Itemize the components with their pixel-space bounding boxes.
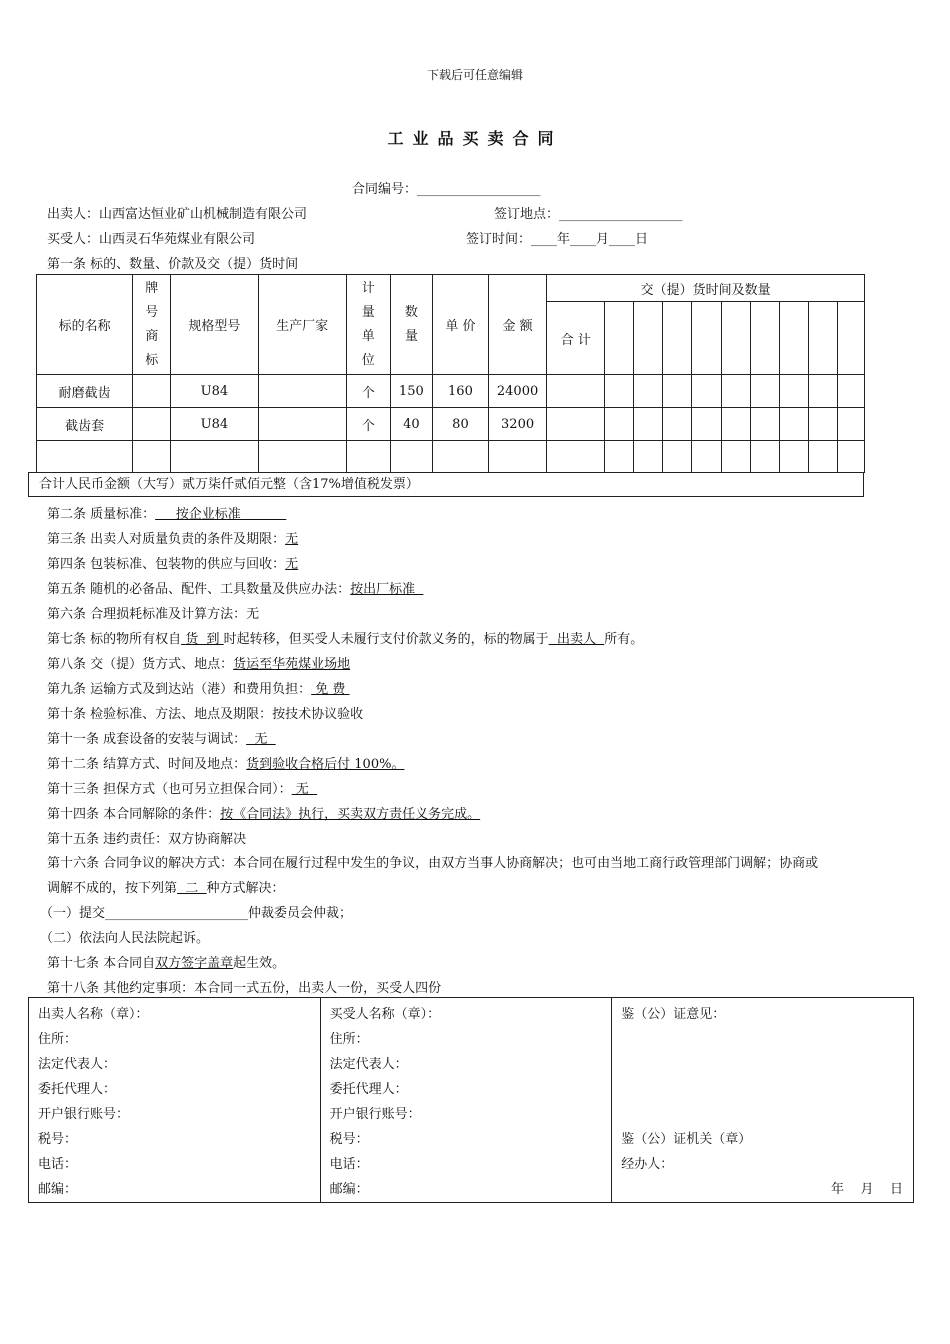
option-arbitration: （一）提交______________________仲裁委员会仲裁； xyxy=(40,906,353,921)
option-court: （二）依法向人民法院起诉。 xyxy=(40,931,210,946)
article-8: 第八条 交（提）货方式、地点：货运至华苑煤业场地 xyxy=(47,657,351,672)
notary-cell xyxy=(612,998,914,1203)
buyer-legal-rep-field: 法定代表人： xyxy=(329,1057,408,1072)
seller-postcode-field: 邮编： xyxy=(38,1182,78,1197)
buyer-sign-cell xyxy=(320,998,612,1203)
buyer-name-field: 买受人名称（章）： xyxy=(329,1007,441,1022)
buyer-address-field: 住所： xyxy=(329,1032,369,1047)
header-name: 标的名称 xyxy=(37,275,133,375)
signature-table xyxy=(28,997,914,1203)
article-3: 第三条 出卖人对质量负责的条件及期限：无 xyxy=(47,532,299,547)
header-spec: 规格型号 xyxy=(171,275,258,375)
buyer-agent-field: 委托代理人： xyxy=(329,1082,408,1097)
table-row: 耐磨截齿 U84 个 150 160 24000 xyxy=(37,375,865,408)
article-1: 第一条 标的、数量、价款及交（提）货时间 xyxy=(47,257,299,272)
article-12: 第十二条 结算方式、时间及地点：货到验收合格后付 100%。 xyxy=(47,757,405,772)
notary-handler: 经办人： xyxy=(621,1157,674,1172)
article-17: 第十七条 本合同自双方签字盖章起生效。 xyxy=(47,956,286,971)
seller-line: 出卖人：山西富达恒业矿山机械制造有限公司 xyxy=(47,207,308,222)
header-delivery: 交（提）货时间及数量 xyxy=(547,275,865,302)
article-14: 第十四条 本合同解除的条件：按《合同法》执行，买卖双方责任义务完成。 xyxy=(47,807,481,822)
notary-opinion: 鉴（公）证意见： xyxy=(621,1007,726,1022)
article-11: 第十一条 成套设备的安装与调试： 无 xyxy=(47,732,276,747)
table-row xyxy=(37,441,865,473)
article-2: 第二条 质量标准： 按企业标准 xyxy=(47,507,287,522)
header-unit: 计 量 单 位 xyxy=(346,275,390,375)
article-6: 第六条 合理损耗标准及计算方法：无 xyxy=(47,607,260,622)
seller-name-field: 出卖人名称（章）： xyxy=(38,1007,149,1022)
article-4: 第四条 包装标准、包装物的供应与回收：无 xyxy=(47,557,299,572)
contract-number: 合同编号：___________________ xyxy=(352,182,541,197)
table-row: 截齿套 U84 个 40 80 3200 xyxy=(37,408,865,441)
document-title: 工业品买卖合同 xyxy=(387,129,563,148)
header-subtotal: 合 计 xyxy=(547,302,605,375)
article-7: 第七条 标的物所有权自 货 到 时起转移，但买受人未履行支付价款义务的，标的物属于 出卖人 所有。 xyxy=(47,632,644,647)
header-price: 单 价 xyxy=(432,275,488,375)
notary-date: 年 月 日 xyxy=(830,1182,903,1197)
article-13: 第十三条 担保方式（也可另立担保合同）： 无 xyxy=(47,782,318,797)
seller-bank-field: 开户银行账号： xyxy=(38,1107,130,1122)
seller-sign-cell xyxy=(29,998,321,1203)
buyer-postcode-field: 邮编： xyxy=(329,1182,369,1197)
buyer-bank-field: 开户银行账号： xyxy=(329,1107,421,1122)
seller-phone-field: 电话： xyxy=(38,1157,78,1172)
seller-legal-rep-field: 法定代表人： xyxy=(38,1057,117,1072)
sign-place: 签订地点：___________________ xyxy=(494,207,683,222)
header-qty: 数 量 xyxy=(390,275,432,375)
total-amount-row: 合计人民币金额（大写）贰万柒仟贰佰元整（含17%增值税发票） xyxy=(28,472,864,497)
goods-table xyxy=(36,274,865,473)
seller-address-field: 住所： xyxy=(38,1032,78,1047)
seller-agent-field: 委托代理人： xyxy=(38,1082,117,1097)
article-18: 第十八条 其他约定事项：本合同一式五份，出卖人一份，买受人四份 xyxy=(47,981,442,996)
article-16: 第十六条 合同争议的解决方式：本合同在履行过程中发生的争议，由双方当事人协商解决；也可由当地工商行政管理部门调解；协商或 xyxy=(47,856,819,871)
header-maker: 生产厂家 xyxy=(258,275,346,375)
article-9: 第九条 运输方式及到达站（港）和费用负担： 免 费 xyxy=(47,682,350,697)
header-brand: 牌 号 商 标 xyxy=(133,275,171,375)
article-15: 第十五条 违约责任：双方协商解决 xyxy=(47,832,247,847)
notary-org: 鉴（公）证机关（章） xyxy=(621,1132,752,1147)
buyer-phone-field: 电话： xyxy=(329,1157,369,1172)
article-5: 第五条 随机的必备品、配件、工具数量及供应办法：按出厂标准 xyxy=(47,582,424,597)
article-16-cont: 调解不成的，按下列第 二 种方式解决： xyxy=(47,881,285,896)
buyer-line: 买受人：山西灵石华苑煤业有限公司 xyxy=(47,232,256,247)
buyer-tax-field: 税号： xyxy=(329,1132,369,1147)
seller-tax-field: 税号： xyxy=(38,1132,78,1147)
article-10: 第十条 检验标准、方法、地点及期限：按技术协议验收 xyxy=(47,707,364,722)
sign-time: 签订时间：____年____月____日 xyxy=(466,232,649,247)
header-amount: 金 额 xyxy=(489,275,547,375)
header-note: 下载后可任意编辑 xyxy=(426,68,523,82)
